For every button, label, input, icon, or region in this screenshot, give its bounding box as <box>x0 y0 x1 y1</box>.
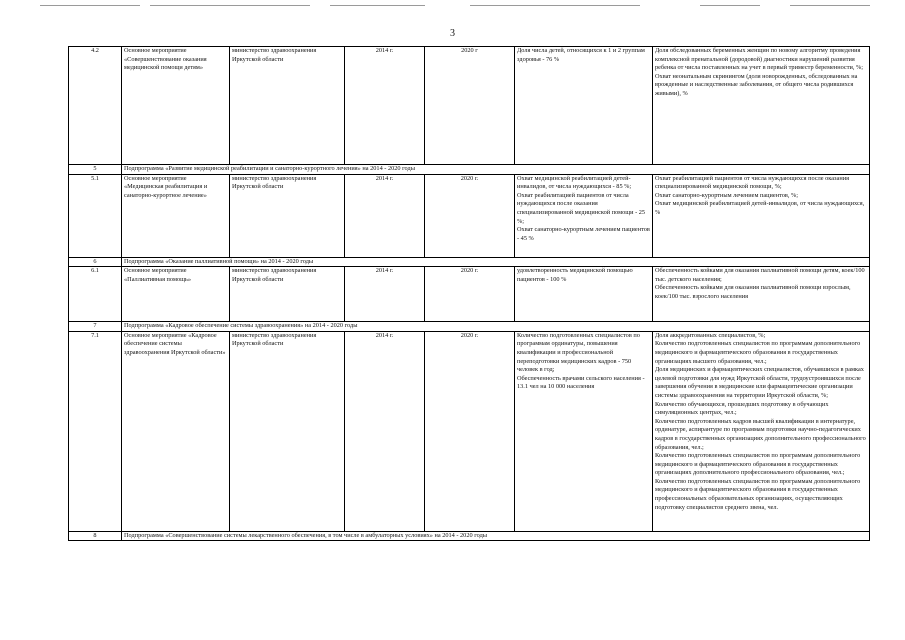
end-year: 2020 г. <box>425 267 515 322</box>
event-name: Основное мероприятие «Кадровое обеспечение системы здравоохранения Иркутской области» <box>122 331 230 531</box>
indicator-line: Охват медицинской реабилитацией детей-инвалидов, от числа нуждающихся, % <box>655 200 865 216</box>
expected-results <box>515 331 653 531</box>
indicator-line: Количество подготовленных специалистов по программам дополнительного медицинского и фармацевтического образования в государственных организациях дополнительного профессионального образования, чел.; <box>655 452 861 477</box>
event-executor: министерство здравоохранения Иркутской области <box>230 331 345 531</box>
indicator-line: Количество подготовленных специалистов по программам дополнительного медицинского и фармацевтического образования в государственных организациях высшего образования, чел.; <box>655 340 861 365</box>
page-number: 3 <box>450 28 455 39</box>
start-year: 2014 г. <box>345 331 425 531</box>
row-number: 8 <box>69 531 122 541</box>
target-indicators <box>653 174 870 257</box>
subprogram-title: Подпрограмма «Кадровое обеспечение системы здравоохранения» на 2014 - 2020 годы <box>122 322 870 332</box>
indicator-line: Охват санаторно-курортным лечением пациентов, %; <box>655 191 799 199</box>
start-year: 2014 г. <box>345 267 425 322</box>
event-name: Основное мероприятие «Совершенствование оказания медицинской помощи детям» <box>122 47 230 165</box>
expected-results <box>515 174 653 257</box>
target-indicators <box>653 331 870 531</box>
start-year: 2014 г. <box>345 174 425 257</box>
result-line: Обеспеченность врачами сельского населения - 13.1 чел на 10 000 населения <box>517 374 645 391</box>
target-indicators <box>653 47 870 165</box>
row-number: 7.1 <box>69 331 122 531</box>
target-indicators <box>653 267 870 322</box>
indicator-line: Доля обследованных беременных женщин по новому алгоритму проведения комплексной пренатальной (дородовой) диагностики нарушений развития ребенка от числа поставленных на учет в первый триместр беременности, %; <box>655 47 863 72</box>
event-executor: министерство здравоохранения Иркутской области <box>230 47 345 165</box>
scan-artifact-line <box>330 5 425 6</box>
expected-results <box>515 267 653 322</box>
indicator-line: Количество подготовленных специалистов по программам дополнительного медицинского и фармацевтического образования в государственных профессиональных образовательных организациях, осуществляющих подготовку специалистов среднего звена, чел. <box>655 477 861 511</box>
scan-artifact-line <box>470 5 640 6</box>
subprogram-title: Подпрограмма «Оказание паллиативной помощи» на 2014 - 2020 годы <box>122 257 870 267</box>
row-number: 6.1 <box>69 267 122 322</box>
indicator-line: Обеспеченность койками для оказания паллиативной помощи детям, коек/100 тыс. детского населения; <box>655 267 865 283</box>
program-table <box>68 46 870 541</box>
indicator-line: Доля медицинских и фармацевтических специалистов, обучавшихся в рамках целевой подготовки для нужд Иркутской области, трудоустроившихся после завершения обучения в медицинские или фармацевтические организации системы здравоохранения на территории Иркутской области, %; <box>655 366 864 399</box>
table-row <box>69 47 870 165</box>
expected-results <box>515 47 653 165</box>
table-row <box>69 267 870 322</box>
subprogram-row <box>69 165 870 175</box>
end-year: 2020 г. <box>425 331 515 531</box>
row-number: 7 <box>69 322 122 332</box>
indicator-line: Охват реабилитацией пациентов от числа нуждающихся после оказания специализированной медицинской помощи, %; <box>655 174 849 191</box>
indicator-line: Доля аккредитованных специалистов, %; <box>655 331 766 339</box>
end-year: 2020 г. <box>425 174 515 257</box>
scan-artifact-line <box>150 5 310 6</box>
subprogram-title: Подпрограмма «Совершенствование системы лекарственного обеспечения, в том числе в амбулаторных условиях» на 2014 - 2020 годы <box>122 531 870 541</box>
row-number: 5.1 <box>69 174 122 257</box>
result-line: Доля числа детей, относящихся к 1 и 2 группам здоровья - 76 % <box>517 47 645 63</box>
table-row <box>69 174 870 257</box>
row-number: 6 <box>69 257 122 267</box>
result-line: Охват реабилитацией пациентов от числа нуждающихся после оказания специализированной медицинской помощи - 25 %; <box>517 191 646 225</box>
indicator-line: Охват неонатальным скринингом (доля новорожденных, обследованных на врожденные и наследственные заболевания, от общего числа родившихся живыми), % <box>655 72 858 97</box>
event-executor: министерство здравоохранения Иркутской области <box>230 174 345 257</box>
scan-artifact-line <box>40 5 140 6</box>
result-line: Охват санаторно-курортным лечением пациентов - 45 % <box>517 226 650 242</box>
row-number: 5 <box>69 165 122 175</box>
subprogram-row <box>69 322 870 332</box>
result-line: удовлетворенность медицинской помощью пациентов - 100 % <box>517 267 633 283</box>
indicator-line: Количество обучающихся, прошедших подготовку в обучающих симуляционных центрах, чел.; <box>655 400 829 417</box>
event-name: Основное мероприятие «Паллиативная помощь» <box>122 267 230 322</box>
table-body <box>69 47 870 541</box>
row-number: 4.2 <box>69 47 122 165</box>
scan-artifact-line <box>700 5 760 6</box>
event-name: Основное мероприятие «Медицинская реабилитация и санаторно-курортное лечение» <box>122 174 230 257</box>
table-row <box>69 331 870 531</box>
result-line: Охват медицинской реабилитацией детей-инвалидов, от числа нуждающихся - 85 %; <box>517 174 632 191</box>
event-executor: министерство здравоохранения Иркутской области <box>230 267 345 322</box>
subprogram-row <box>69 257 870 267</box>
subprogram-row <box>69 531 870 541</box>
subprogram-title: Подпрограмма «Развитие медицинской реабилитации и санаторно-курортного лечения» на 2014 - 2020 годы <box>122 165 870 175</box>
start-year: 2014 г. <box>345 47 425 165</box>
result-line: Количество подготовленных специалистов по программам ординатуры, повышения квалификации и профессиональной переподготовки медицинских кадров - 750 человек в год; <box>517 331 640 374</box>
indicator-line: Количество подготовленных кадров высшей квалификации в интернатуре, ординатуре, аспирантуре по программам подготовки научно-педагогических кадров в государственных организациях дополнительного профессионального образования, чел.; <box>655 417 866 451</box>
end-year: 2020 г <box>425 47 515 165</box>
scan-artifact-line <box>790 5 870 6</box>
indicator-line: Обеспеченность койками для оказания паллиативной помощи взрослым, коек/100 тыс. взрослого населения <box>655 284 851 300</box>
